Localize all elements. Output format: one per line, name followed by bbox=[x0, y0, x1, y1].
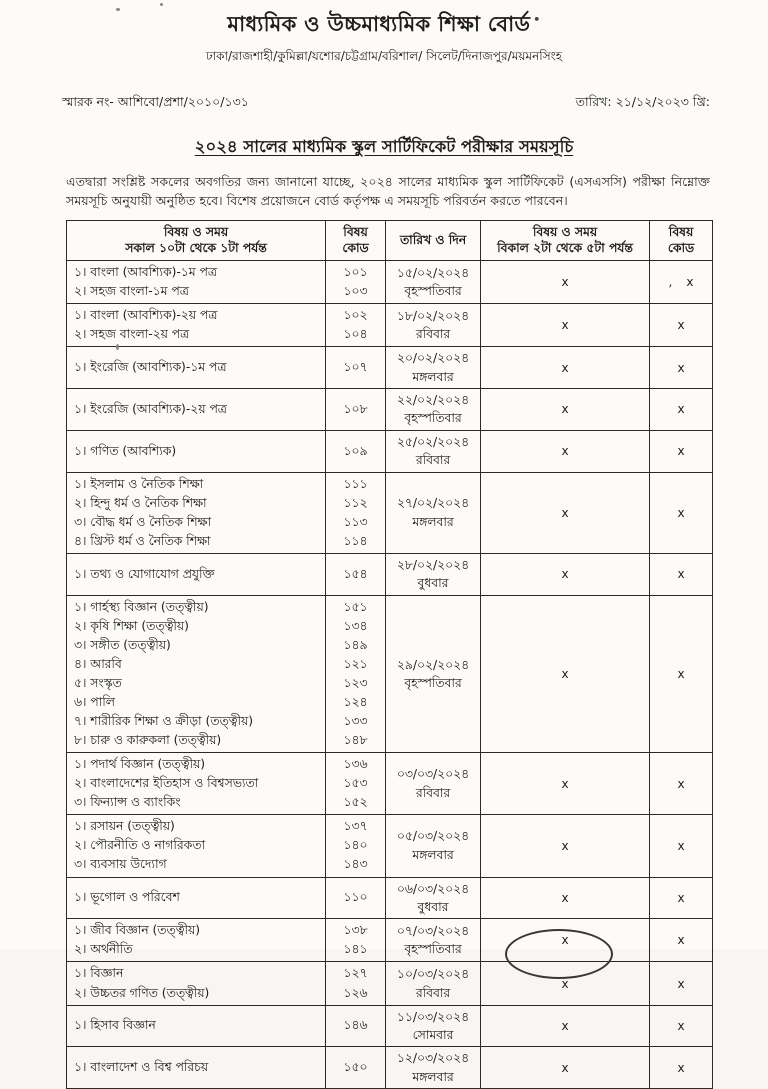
subject-line: ৪। খ্রিস্ট ধর্ম ও নৈতিক শিক্ষা bbox=[74, 533, 211, 548]
header-date-day: তারিখ ও দিন bbox=[386, 220, 481, 260]
subjects-cell bbox=[67, 962, 326, 1005]
subjects-cell bbox=[67, 347, 326, 389]
subject-code: ১১৪ bbox=[343, 533, 368, 548]
document-title: ২০২৪ সালের মাধ্যমিক স্কুল সার্টিফিকেট পরীক্ষার সময়সূচি bbox=[194, 137, 574, 156]
afternoon-subject-cell: x bbox=[481, 1005, 650, 1047]
subject-code-cell bbox=[326, 962, 386, 1005]
subject-line: ১। রসায়ন (তত্ত্বীয়) bbox=[74, 819, 175, 834]
subject-line: ৮। চারু ও কারুকলা (তত্ত্বীয়) bbox=[74, 733, 222, 748]
subject-code: ১০৭ bbox=[343, 360, 368, 375]
date-day-cell bbox=[386, 595, 481, 752]
board-regions-line: ঢাকা/রাজশাহী/কুমিল্লা/যশোর/চট্টগ্রাম/বরিশাল/ সিলেট/দিনাজপুর/ময়মনসিংহ bbox=[205, 49, 563, 63]
table-row bbox=[67, 389, 713, 431]
subjects-cell bbox=[67, 304, 326, 347]
subject-line: ২। কৃষি শিক্ষা (তত্ত্বীয়) bbox=[74, 618, 189, 633]
table-row bbox=[67, 877, 713, 919]
subject-code: ১০৮ bbox=[343, 401, 368, 416]
subject-code: ১২৭ bbox=[343, 966, 368, 981]
subject-line: ২। বাংলাদেশের ইতিহাস ও বিশ্বসভ্যতা bbox=[74, 776, 259, 791]
table-row bbox=[67, 753, 713, 815]
exam-date: ২৮/০২/২০২৪ bbox=[396, 557, 470, 572]
afternoon-code-cell: x bbox=[650, 1005, 713, 1047]
subject-code: ১০৩ bbox=[343, 284, 368, 299]
afternoon-subject-cell: x bbox=[481, 472, 650, 553]
exam-date: ০৫/০৩/২০২৪ bbox=[396, 829, 470, 844]
subject-line: ১। ইংরেজি (আবশ্যিক)-১ম পত্র bbox=[74, 360, 227, 375]
subjects-cell bbox=[67, 753, 326, 815]
subject-line: ৪। আরবি bbox=[74, 656, 122, 671]
afternoon-subject-cell: x bbox=[481, 962, 650, 1005]
afternoon-code-cell: x bbox=[650, 595, 713, 752]
date-day-cell bbox=[386, 430, 481, 472]
subject-code: ১৪৬ bbox=[343, 1018, 368, 1033]
table-row bbox=[67, 553, 713, 595]
subject-line: ২। উচ্চতর গণিত (তত্ত্বীয়) bbox=[74, 985, 210, 1000]
table-row bbox=[67, 962, 713, 1005]
afternoon-code-cell: x bbox=[650, 815, 713, 877]
subjects-cell bbox=[67, 815, 326, 877]
subject-line: ১। গণিত (আবশ্যিক) bbox=[74, 443, 177, 458]
date-day-cell bbox=[386, 919, 481, 962]
exam-date: ২৯/০২/২০২৪ bbox=[396, 657, 470, 672]
date-day-cell bbox=[386, 304, 481, 347]
subject-code: ১৪৮ bbox=[343, 733, 368, 748]
subject-code: ১০৯ bbox=[343, 443, 368, 458]
exam-day: মঙ্গলবার bbox=[412, 847, 454, 862]
subject-code-cell bbox=[326, 877, 386, 919]
subject-line: ৩। বৌদ্ধ ধর্ম ও নৈতিক শিক্ষা bbox=[74, 514, 212, 529]
date-day-cell bbox=[386, 389, 481, 431]
afternoon-subject-cell: x bbox=[481, 304, 650, 347]
subjects-cell bbox=[67, 919, 326, 962]
exam-day: মঙ্গলবার bbox=[412, 1069, 454, 1084]
afternoon-subject-cell: x bbox=[481, 1047, 650, 1089]
memo-date: তারিখ: ২১/১২/২০২৩ খ্রি: bbox=[575, 94, 710, 109]
subject-line: ১। বিজ্ঞান bbox=[74, 966, 124, 981]
date-day-cell bbox=[386, 753, 481, 815]
date-day-cell bbox=[386, 553, 481, 595]
date-day-cell bbox=[386, 1047, 481, 1089]
exam-day: বৃহস্পতিবার bbox=[404, 284, 462, 299]
notice-paragraph: এতদ্বারা সংশ্লিষ্ট সকলের অবগতির জন্য জানানো যাচ্ছে, ২০২৪ সালের মাধ্যমিক স্কুল সার্টিফিকেট (এসএসসি) পরীক্ষা নিম্নোক্ত সময়সূচি অনুযায়ী অনুষ্ঠিত হবে। বিশেষ প্রয়োজনে বোর্ড কর্তৃপক্ষ এ সময়সূচি পরিবর্তন করতে পারবেন। bbox=[66, 174, 710, 208]
subject-code-cell bbox=[326, 1005, 386, 1047]
table-row bbox=[67, 595, 713, 752]
board-name-text: মাধ্যমিক ও উচ্চমাধ্যমিক শিক্ষা বোর্ড bbox=[227, 12, 531, 36]
subjects-cell bbox=[67, 472, 326, 553]
subject-code: ১৪৯ bbox=[343, 637, 368, 652]
scan-speck bbox=[116, 8, 120, 11]
exam-date: ১২/০৩/২০২৪ bbox=[396, 1051, 470, 1066]
subject-code: ১৫২ bbox=[343, 795, 368, 810]
subject-code: ১৩৩ bbox=[343, 714, 368, 729]
subjects-cell bbox=[67, 430, 326, 472]
subject-line: ২। সহজ বাংলা-২য় পত্র bbox=[74, 327, 190, 342]
subject-line: ৫। সংস্কৃত bbox=[74, 676, 122, 691]
exam-date: ২৭/০২/২০২৪ bbox=[396, 496, 470, 511]
afternoon-subject-cell: x bbox=[481, 553, 650, 595]
date-day-cell bbox=[386, 877, 481, 919]
afternoon-subject-cell: x bbox=[481, 877, 650, 919]
exam-date: ২২/০২/২০২৪ bbox=[396, 393, 470, 408]
subject-code-cell bbox=[326, 260, 386, 303]
header-afternoon-line2: বিকাল ২টা থেকে ৫টা পর্যন্ত bbox=[497, 241, 633, 256]
subject-line: ১। পদার্থ বিজ্ঞান (তত্ত্বীয়) bbox=[74, 757, 206, 772]
subject-code-cell bbox=[326, 347, 386, 389]
subject-line: ২। পৌরনীতি ও নাগরিকতা bbox=[74, 838, 206, 853]
afternoon-subject-cell: x bbox=[481, 815, 650, 877]
subjects-cell bbox=[67, 1005, 326, 1047]
subject-code: ১১১ bbox=[343, 476, 368, 491]
subject-code: ১৪০ bbox=[343, 838, 368, 853]
exam-date: ০৩/০৩/২০২৪ bbox=[396, 767, 470, 782]
table-row bbox=[67, 815, 713, 877]
afternoon-code-cell: x bbox=[650, 389, 713, 431]
table-row bbox=[67, 430, 713, 472]
subject-code: ১৫৪ bbox=[343, 566, 368, 581]
subject-code-cell bbox=[326, 919, 386, 962]
memo-number: স্মারক নং- আশিবো/প্রশা/২০১০/১৩১ bbox=[62, 94, 249, 109]
afternoon-subject-cell: x bbox=[481, 919, 650, 962]
exam-date: ১০/০৩/২০২৪ bbox=[396, 967, 470, 982]
subject-code: ১২৬ bbox=[343, 985, 368, 1000]
header-afternoon-line1: বিষয় ও সময় bbox=[532, 224, 598, 239]
afternoon-subject-cell: x bbox=[481, 430, 650, 472]
subject-line: ২। হিন্দু ধর্ম ও নৈতিক শিক্ষা bbox=[74, 495, 207, 510]
afternoon-code-cell: x bbox=[650, 553, 713, 595]
subject-code: ১০২ bbox=[343, 308, 368, 323]
subject-line: ৭। শারীরিক শিক্ষা ও ক্রীড়া (তত্ত্বীয়) bbox=[74, 714, 254, 729]
subject-code-cell bbox=[326, 1047, 386, 1089]
subject-code: ১৩৮ bbox=[343, 923, 368, 938]
subjects-cell bbox=[67, 389, 326, 431]
exam-date: ১৫/০২/২০২৪ bbox=[396, 265, 470, 280]
exam-day: রবিবার bbox=[415, 785, 451, 800]
exam-day: বৃহস্পতিবার bbox=[404, 411, 462, 426]
subject-code-cell bbox=[326, 553, 386, 595]
subject-line: ৬। পালি bbox=[74, 695, 115, 710]
date-day-cell bbox=[386, 472, 481, 553]
exam-day: রবিবার bbox=[415, 985, 451, 1000]
table-header-row bbox=[67, 220, 713, 260]
scan-comma-mark: , bbox=[668, 275, 673, 290]
header-morning-subjects bbox=[67, 220, 326, 260]
exam-day: মঙ্গলবার bbox=[412, 369, 454, 384]
afternoon-code-cell: , x bbox=[650, 260, 713, 303]
subject-line: ১। ইংরেজি (আবশ্যিক)-২য় পত্র bbox=[74, 401, 227, 416]
table-row bbox=[67, 260, 713, 303]
exam-day: বুধবার bbox=[417, 576, 449, 591]
afternoon-code-cell: x bbox=[650, 347, 713, 389]
stamp-arc bbox=[505, 929, 613, 979]
afternoon-code-cell: x bbox=[650, 962, 713, 1005]
subject-line: ১। ইসলাম ও নৈতিক শিক্ষা bbox=[74, 476, 204, 491]
date-day-cell bbox=[386, 962, 481, 1005]
header-code1-line2: কোড bbox=[342, 241, 369, 256]
exam-schedule-table bbox=[66, 220, 713, 1089]
exam-day: মঙ্গলবার bbox=[412, 514, 454, 529]
afternoon-subject-cell: x bbox=[481, 595, 650, 752]
subject-code: ১১০ bbox=[343, 890, 368, 905]
exam-date: ২৫/০২/২০২৪ bbox=[396, 434, 470, 449]
header-subject-code-1 bbox=[326, 220, 386, 260]
exam-day: বুধবার bbox=[417, 899, 449, 914]
subject-line: ৩। ব্যবসায় উদ্যোগ bbox=[74, 857, 167, 872]
subject-code-cell bbox=[326, 389, 386, 431]
subject-line: ১। জীব বিজ্ঞান (তত্ত্বীয়) bbox=[74, 923, 201, 938]
subject-code: ১৫৩ bbox=[343, 776, 368, 791]
subject-code-cell bbox=[326, 472, 386, 553]
subject-line: ১। তথ্য ও যোগাযোগ প্রযুক্তি bbox=[74, 566, 215, 581]
subject-code: ১৫০ bbox=[343, 1060, 368, 1075]
exam-day: বৃহস্পতিবার bbox=[404, 942, 462, 957]
table-row bbox=[67, 472, 713, 553]
afternoon-subject-cell: x bbox=[481, 389, 650, 431]
table-header bbox=[67, 220, 713, 260]
header-afternoon-subjects bbox=[481, 220, 650, 260]
header-code2-line2: কোড bbox=[667, 241, 695, 256]
subject-code-cell bbox=[326, 815, 386, 877]
header-code1-line1: বিষয় bbox=[343, 224, 368, 239]
subject-line: ৩। ফিন্যান্স ও ব্যাংকিং bbox=[74, 795, 181, 810]
date-day-cell bbox=[386, 815, 481, 877]
subject-line: ২। অর্থনীতি bbox=[74, 942, 133, 957]
subject-line: ১। হিসাব বিজ্ঞান bbox=[74, 1018, 156, 1033]
subject-line: ১। বাংলা (আবশ্যিক)-১ম পত্র bbox=[74, 264, 217, 279]
memo-row bbox=[62, 94, 710, 114]
subject-code: ১৫১ bbox=[343, 599, 368, 614]
subject-code: ১২৪ bbox=[343, 695, 368, 710]
subjects-cell bbox=[67, 1047, 326, 1089]
subject-line: ১। ভূগোল ও পরিবেশ bbox=[74, 890, 180, 905]
subject-code: ১২১ bbox=[343, 656, 368, 671]
subject-line: ১। বাংলা (আবশ্যিক)-২য় পত্র bbox=[74, 308, 218, 323]
afternoon-code-cell: x bbox=[650, 304, 713, 347]
header-code2-line1: বিষয় bbox=[668, 224, 694, 239]
subject-line: ১। বাংলাদেশ ও বিশ্ব পরিচয় bbox=[74, 1060, 209, 1075]
subject-line: ২। সহজ বাংলা-১ম পত্র bbox=[74, 284, 189, 299]
subject-code-cell bbox=[326, 304, 386, 347]
table-row bbox=[67, 1047, 713, 1089]
subject-code: ১১৩ bbox=[343, 514, 368, 529]
subject-code: ১৩৪ bbox=[343, 618, 368, 633]
date-day-cell bbox=[386, 260, 481, 303]
exam-date: ১৮/০২/২০২৪ bbox=[396, 308, 470, 323]
subject-code: ১৪৩ bbox=[343, 857, 368, 872]
header-subject-code-2 bbox=[650, 220, 713, 260]
afternoon-code-cell: x bbox=[650, 472, 713, 553]
exam-date: ০৭/০৩/২০২৪ bbox=[396, 923, 470, 938]
exam-day: বৃহস্পতিবার bbox=[404, 676, 462, 691]
subject-code: ১১২ bbox=[343, 495, 368, 510]
afternoon-code-cell: x bbox=[650, 753, 713, 815]
exam-date: ১১/০৩/২০২৪ bbox=[396, 1009, 470, 1024]
subject-code: ১২৩ bbox=[343, 676, 368, 691]
exam-day: রবিবার bbox=[415, 327, 451, 342]
afternoon-code-cell: x bbox=[650, 430, 713, 472]
subject-code: ১৪১ bbox=[343, 942, 368, 957]
subject-line: ৩। সঙ্গীত (তত্ত্বীয়) bbox=[74, 637, 171, 652]
header-morning-line1: বিষয় ও সময় bbox=[163, 224, 229, 239]
subject-code: ১০৪ bbox=[343, 327, 368, 342]
subject-code-cell bbox=[326, 430, 386, 472]
afternoon-subject-cell: x bbox=[481, 347, 650, 389]
exam-date: ০৬/০৩/২০২৪ bbox=[396, 881, 470, 896]
table-row bbox=[67, 919, 713, 962]
subject-code: ১৩৭ bbox=[343, 819, 368, 834]
table-row bbox=[67, 1005, 713, 1047]
schedule-table-body bbox=[67, 260, 713, 1088]
subjects-cell bbox=[67, 553, 326, 595]
subjects-cell bbox=[67, 595, 326, 752]
exam-day: সোমবার bbox=[412, 1028, 454, 1042]
afternoon-subject-cell: x bbox=[481, 753, 650, 815]
scan-speck bbox=[160, 3, 163, 6]
subject-code: ১৩৬ bbox=[343, 757, 368, 772]
header-morning-line2: সকাল ১০টা থেকে ১টা পর্যন্ত bbox=[125, 241, 267, 256]
table-row bbox=[67, 347, 713, 389]
subject-line: ১। গার্হস্থ্য বিজ্ঞান (তত্ত্বীয়) bbox=[74, 599, 209, 614]
subjects-cell bbox=[67, 877, 326, 919]
afternoon-subject-cell: x bbox=[481, 260, 650, 303]
table-row bbox=[67, 304, 713, 347]
exam-day: রবিবার bbox=[415, 453, 451, 468]
subject-code-cell bbox=[326, 753, 386, 815]
board-name bbox=[0, 8, 768, 43]
date-day-cell bbox=[386, 347, 481, 389]
afternoon-code-cell: x bbox=[650, 1047, 713, 1089]
subjects-cell bbox=[67, 260, 326, 303]
ink-dot: • bbox=[533, 13, 541, 26]
exam-date: ২০/০২/২০২৪ bbox=[396, 351, 470, 366]
date-day-cell bbox=[386, 1005, 481, 1047]
afternoon-code-cell: x bbox=[650, 877, 713, 919]
subject-code: ১০১ bbox=[343, 264, 368, 279]
scan-speck bbox=[116, 344, 119, 350]
afternoon-code-cell: x bbox=[650, 919, 713, 962]
subject-code-cell bbox=[326, 595, 386, 752]
